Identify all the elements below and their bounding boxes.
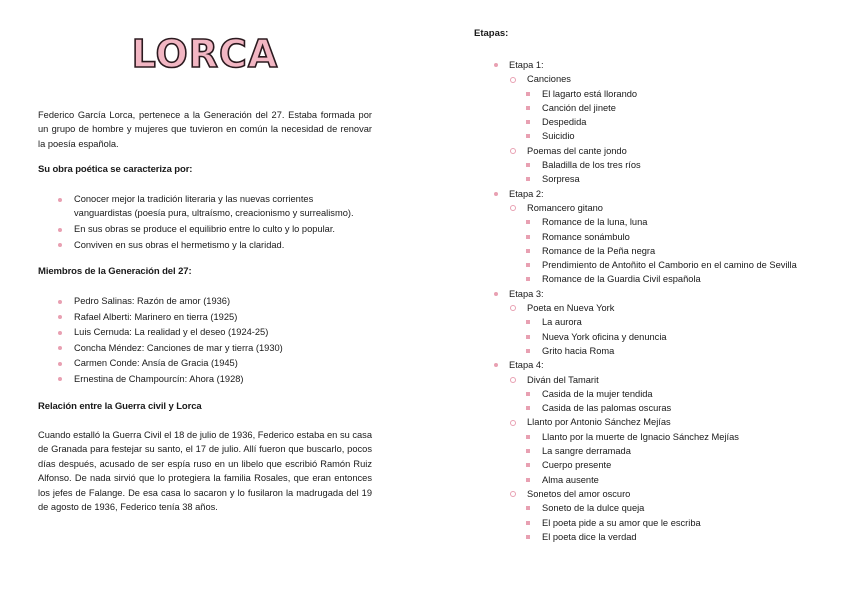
- miembros-heading: Miembros de la Generación del 27:: [38, 266, 192, 277]
- list-item: Ernestina de Champourcín: Ahora (1928): [38, 372, 372, 388]
- poem-item: Soneto de la dulce queja: [474, 501, 834, 515]
- poem-item: Baladilla de los tres ríos: [474, 158, 834, 172]
- obra-list: [38, 192, 372, 253]
- etapa-item: Etapa 1:: [474, 58, 834, 72]
- guerra-heading: Relación entre la Guerra civil y Lorca: [38, 401, 202, 412]
- page-title: LORCA: [131, 32, 279, 76]
- poem-item: Romance de la Guardia Civil española: [474, 272, 834, 286]
- obra-item: Poemas del cante jondo: [474, 144, 834, 158]
- poem-item: Prendimiento de Antoñito el Camborio en el camino de Sevilla: [474, 258, 834, 272]
- etapas-tree: [474, 58, 834, 544]
- poem-item: Sorpresa: [474, 172, 834, 186]
- poem-item: Grito hacia Roma: [474, 344, 834, 358]
- list-item: En sus obras se produce el equilibrio entre lo culto y lo popular.: [38, 222, 372, 238]
- etapa-item: Etapa 4:: [474, 358, 834, 372]
- poem-item: Cuerpo presente: [474, 458, 834, 472]
- poem-item: La sangre derramada: [474, 444, 834, 458]
- poem-item: Canción del jinete: [474, 101, 834, 115]
- poem-item: Romance de la luna, luna: [474, 215, 834, 229]
- poem-item: Alma ausente: [474, 473, 834, 487]
- list-item: Conviven en sus obras el hermetismo y la claridad.: [38, 238, 372, 254]
- poem-item: Nueva York oficina y denuncia: [474, 330, 834, 344]
- list-item: Pedro Salinas: Razón de amor (1936): [38, 294, 372, 310]
- poem-item: Casida de las palomas oscuras: [474, 401, 834, 415]
- miembros-list: [38, 294, 372, 388]
- list-item: Luis Cernuda: La realidad y el deseo (1924-25): [38, 325, 372, 341]
- obra-item: Poeta en Nueva York: [474, 301, 834, 315]
- etapa-item: Etapa 3:: [474, 287, 834, 301]
- poem-item: Romance sonámbulo: [474, 230, 834, 244]
- obra-item: Canciones: [474, 72, 834, 86]
- poem-item: Romance de la Peña negra: [474, 244, 834, 258]
- list-item: Rafael Alberti: Marinero en tierra (1925): [38, 310, 372, 326]
- poem-item: Casida de la mujer tendida: [474, 387, 834, 401]
- obra-item: Llanto por Antonio Sánchez Mejías: [474, 415, 834, 429]
- guerra-paragraph: Cuando estalló la Guerra Civil el 18 de julio de 1936, Federico estaba en su casa de Granada para festejar su santo, el 17 de julio. Allí fueron que buscarlo, pocos días después, acusado de ser espía ruso en un libelo que escribió Ramón Ruiz Alfonso. De nada sirvió que lo protegiera la familia Rosales, que eran entonces los jefes de Falange. De esa casa lo sacaron y lo fusilaron la madrugada del 19 de agosto de 1936, Federico tenía 38 años.: [38, 430, 372, 513]
- etapas-heading: Etapas:: [474, 28, 509, 39]
- left-column: [38, 28, 372, 513]
- obra-item: Diván del Tamarit: [474, 373, 834, 387]
- poem-item: El poeta pide a su amor que le escriba: [474, 516, 834, 530]
- poem-item: El lagarto está llorando: [474, 87, 834, 101]
- obra-item: Sonetos del amor oscuro: [474, 487, 834, 501]
- obra-heading: Su obra poética se caracteriza por:: [38, 164, 193, 175]
- poem-item: Llanto por la muerte de Ignacio Sánchez Mejías: [474, 430, 834, 444]
- list-item: Conocer mejor la tradición literaria y las nuevas corrientes vanguardistas (poesía pura, ultraísmo, creacionismo y surrealismo).: [38, 192, 372, 220]
- obra-item: Romancero gitano: [474, 201, 834, 215]
- right-column: [474, 28, 834, 542]
- list-item: Concha Méndez: Canciones de mar y tierra (1930): [38, 341, 372, 357]
- etapa-item: Etapa 2:: [474, 187, 834, 201]
- poem-item: Suicidio: [474, 129, 834, 143]
- poem-item: Despedida: [474, 115, 834, 129]
- intro-paragraph: Federico García Lorca, pertenece a la Generación del 27. Estaba formada por un grupo de hombre y mujeres que tuvieron en común la necesidad de renovar la poesía española.: [38, 110, 372, 149]
- poem-item: La aurora: [474, 315, 834, 329]
- list-item: Carmen Conde: Ansía de Gracia (1945): [38, 356, 372, 372]
- poem-item: El poeta dice la verdad: [474, 530, 834, 544]
